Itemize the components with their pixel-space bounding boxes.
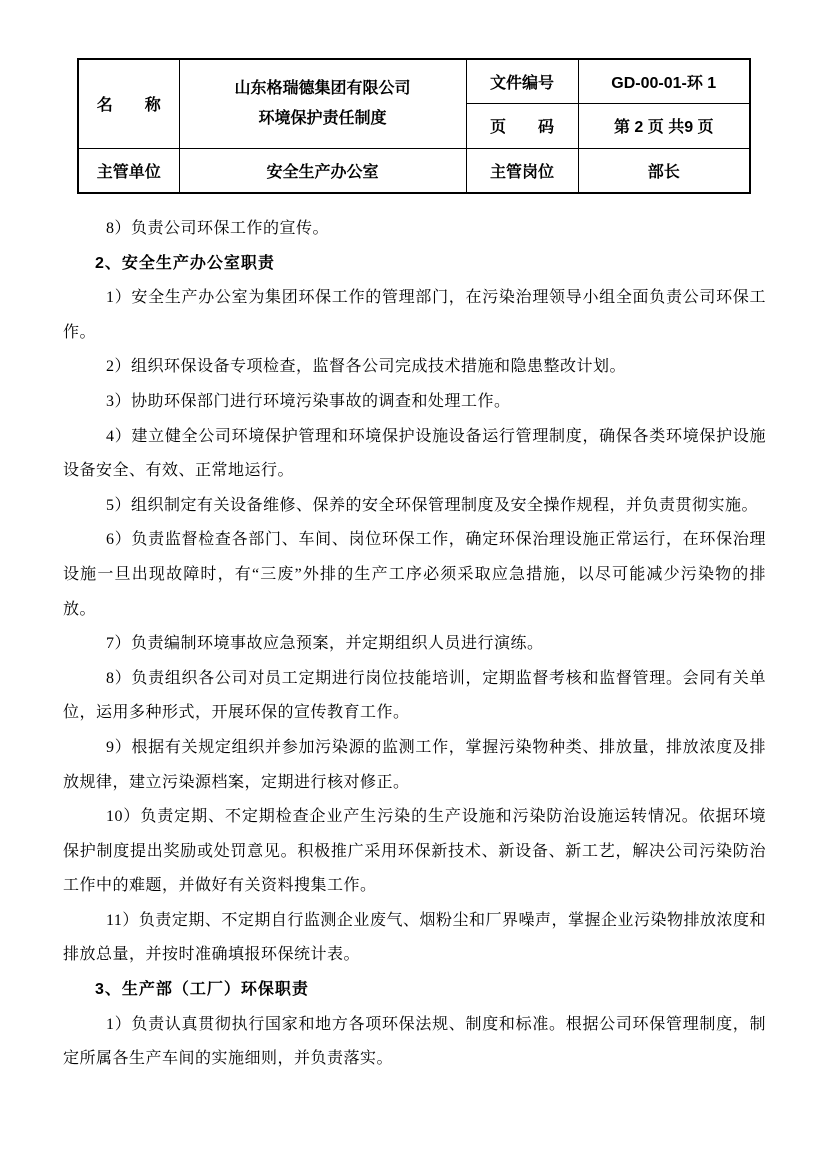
doc-no-label: 文件编号	[466, 59, 578, 103]
page-value: 第 2 页 共9 页	[578, 103, 750, 148]
list-item-2-1: 1）安全生产办公室为集团环保工作的管理部门，在污染治理领导小组全面负责公司环保工作。	[63, 289, 766, 341]
section-heading-3: 3、生产部（工厂）环保职责	[95, 981, 309, 999]
doc-no-value: GD-00-01-环 1	[578, 59, 750, 103]
name-value-line1: 山东格瑞德集团有限公司	[234, 79, 411, 97]
document-body	[63, 212, 766, 1077]
list-item-2-5: 5）组织制定有关设备维修、保养的安全环保管理制度及安全操作规程，并负责贯彻实施。	[106, 496, 759, 514]
post-value: 部长	[578, 148, 750, 193]
name-value	[179, 59, 466, 148]
list-item-2-10: 10）负责定期、不定期检查企业产生污染的生产设施和污染防治设施运转情况。依据环境保护制度提出奖励或处罚意见。积极推广采用环保新技术、新设备、新工艺，解决公司污染防治工作中的难题，并做好有关资料搜集工作。	[63, 808, 766, 895]
unit-value: 安全生产办公室	[179, 148, 466, 193]
unit-label: 主管单位	[78, 148, 179, 193]
header-table	[77, 58, 751, 194]
list-item-2-6: 6）负责监督检查各部门、车间、岗位环保工作，确定环保治理设施正常运行，在环保治理设施一旦出现故障时，有“三废”外排的生产工序必须采取应急措施，以尽可能减少污染物的排放。	[63, 531, 766, 618]
page-label: 页 码	[466, 103, 578, 148]
list-item-3-1: 1）负责认真贯彻执行国家和地方各项环保法规、制度和标准。根据公司环保管理制度，制定所属各生产车间的实施细则，并负责落实。	[63, 1015, 766, 1068]
post-label: 主管岗位	[466, 148, 578, 193]
list-item-2-2: 2）组织环保设备专项检查，监督各公司完成技术措施和隐患整改计划。	[106, 358, 627, 376]
list-item-2-7: 7）负责编制环境事故应急预案，并定期组织人员进行演练。	[106, 635, 544, 653]
list-item-2-11: 11）负责定期、不定期自行监测企业废气、烟粉尘和厂界噪声，掌握企业污染物排放浓度和排放总量，并按时准确填报环保统计表。	[63, 911, 766, 964]
list-item-2-4: 4）建立健全公司环境保护管理和环境保护设施设备运行管理制度，确保各类环境保护设施设备安全、有效、正常地运行。	[63, 427, 766, 480]
section-heading-2: 2、安全生产办公室职责	[95, 254, 275, 272]
name-label: 名 称	[78, 59, 179, 148]
list-item-2-9: 9）根据有关规定组织并参加污染源的监测工作，掌握污染物种类、排放量，排放浓度及排放规律，建立污染源档案，定期进行核对修正。	[63, 738, 766, 791]
list-item-2-3: 3）协助环保部门进行环境污染事故的调查和处理工作。	[106, 392, 511, 410]
list-item-1-8: 8）负责公司环保工作的宣传。	[106, 220, 330, 237]
name-value-line2: 环境保护责任制度	[258, 109, 387, 127]
list-item-2-8: 8）负责组织各公司对员工定期进行岗位技能培训，定期监督考核和监督管理。会同有关单位，运用多种形式，开展环保的宣传教育工作。	[63, 669, 766, 722]
